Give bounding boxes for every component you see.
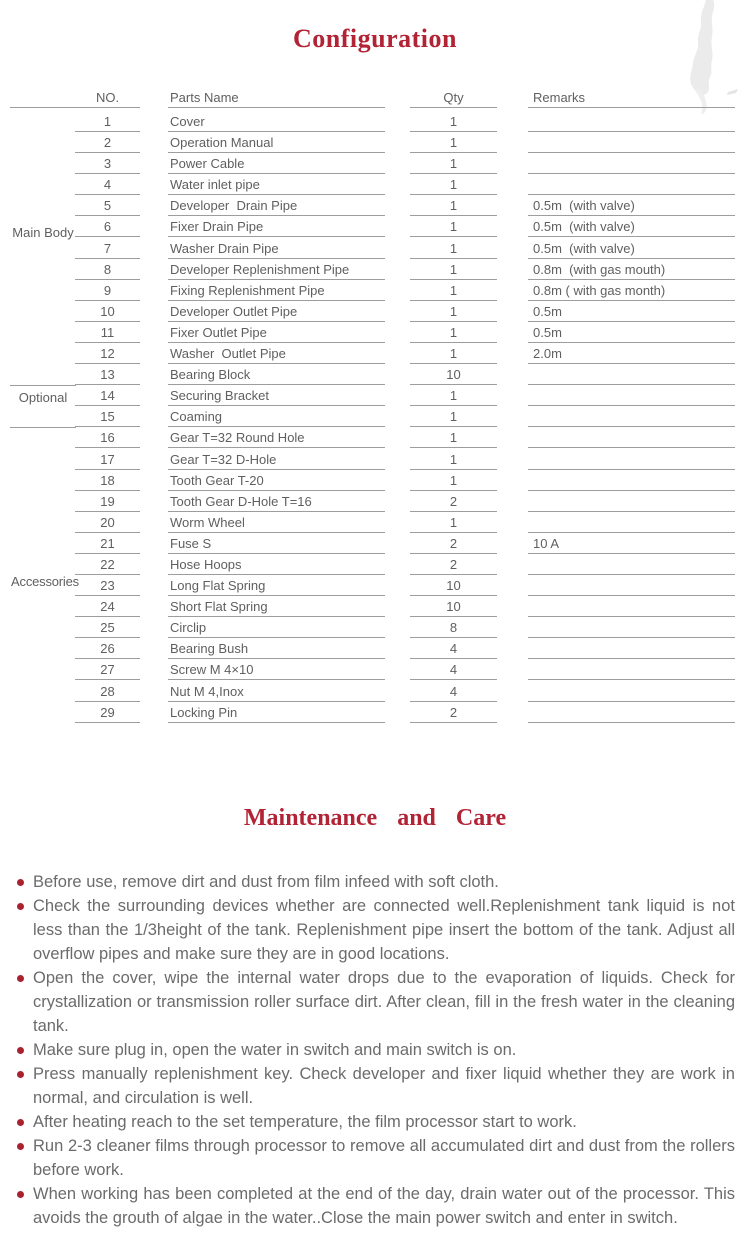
cell-qty: 2 (410, 533, 497, 554)
table-row (0, 364, 750, 385)
cell-qty: 1 (410, 195, 497, 216)
cell-remarks (528, 153, 735, 174)
cell-no: 3 (75, 153, 140, 174)
maintenance-bullet: Open the cover, wipe the internal water drops due to the evaporation of liquids. Check for crystallization or transmission roller surface dirt. After clean, fill in the fresh water in the cleaning tank. (16, 966, 735, 1038)
cell-parts-name: Locking Pin (168, 702, 385, 723)
table-row (0, 448, 750, 469)
configuration-title: Configuration (293, 24, 457, 53)
table-row (0, 596, 750, 617)
table-row (0, 406, 750, 427)
maintenance-bullet: Before use, remove dirt and dust from film infeed with soft cloth. (16, 870, 735, 894)
cell-parts-name: Circlip (168, 617, 385, 638)
table-row (0, 108, 750, 132)
cell-no: 18 (75, 470, 140, 491)
cell-qty: 2 (410, 491, 497, 512)
cell-qty: 4 (410, 680, 497, 701)
cell-no: 5 (75, 195, 140, 216)
cell-qty: 10 (410, 596, 497, 617)
cell-qty: 1 (410, 132, 497, 153)
cell-remarks: 0.5m (with valve) (528, 195, 735, 216)
table-row (0, 195, 750, 216)
cell-parts-name: Developer Replenishment Pipe (168, 259, 385, 280)
header-no: NO. (10, 87, 140, 108)
cell-qty: 1 (410, 153, 497, 174)
cell-parts-name: Fixing Replenishment Pipe (168, 280, 385, 301)
table-row (0, 237, 750, 258)
cell-remarks (528, 364, 735, 385)
table-header-row (0, 87, 750, 108)
cell-no: 9 (75, 280, 140, 301)
cell-no: 19 (75, 491, 140, 512)
cell-remarks (528, 385, 735, 406)
header-qty: Qty (410, 87, 497, 108)
cell-parts-name: Short Flat Spring (168, 596, 385, 617)
cell-parts-name: Fixer Outlet Pipe (168, 322, 385, 343)
cell-qty: 1 (410, 470, 497, 491)
maintenance-title: Maintenance and Care (243, 805, 507, 831)
maintenance-bullet: Press manually replenishment key. Check developer and fixer liquid whether they are work in normal, and circulation is well. (16, 1062, 735, 1110)
cell-remarks (528, 448, 735, 469)
cell-remarks: 0.5m (with valve) (528, 237, 735, 258)
cell-remarks (528, 427, 735, 448)
cell-qty: 1 (410, 259, 497, 280)
table-row (0, 554, 750, 575)
cell-parts-name: Washer Drain Pipe (168, 237, 385, 258)
cell-parts-name: Gear T=32 Round Hole (168, 427, 385, 448)
cell-qty: 1 (410, 427, 497, 448)
maintenance-bullet-list (16, 870, 735, 1230)
cell-no: 13 (75, 364, 140, 385)
group-label-main-body: Main Body (12, 225, 74, 240)
cell-no: 14 (75, 385, 140, 406)
cell-remarks (528, 491, 735, 512)
cell-parts-name: Developer Outlet Pipe (168, 301, 385, 322)
cell-remarks (528, 659, 735, 680)
table-row (0, 512, 750, 533)
maintenance-bullet: Check the surrounding devices whether are connected well.Replenishment tank liquid is not less than the 1/3height of the tank. Replenishment pipe insert the bottom of the tank. Adjust all overflow pipes and make sure they are in good locations. (16, 894, 735, 966)
cell-qty: 2 (410, 702, 497, 723)
cell-qty: 4 (410, 638, 497, 659)
maintenance-bullet: Make sure plug in, open the water in switch and main switch is on. (16, 1038, 735, 1062)
cell-no: 6 (75, 216, 140, 237)
cell-no: 24 (75, 596, 140, 617)
cell-remarks: 0.8m ( with gas month) (528, 280, 735, 301)
table-row (0, 659, 750, 680)
cell-no: 28 (75, 680, 140, 701)
table-row (0, 259, 750, 280)
cell-parts-name: Long Flat Spring (168, 575, 385, 596)
cell-qty: 1 (410, 343, 497, 364)
cell-no: 7 (75, 237, 140, 258)
table-row (0, 280, 750, 301)
cell-parts-name: Water inlet pipe (168, 174, 385, 195)
cell-no: 12 (75, 343, 140, 364)
cell-remarks: 0.8m (with gas mouth) (528, 259, 735, 280)
cell-qty: 1 (410, 322, 497, 343)
cell-parts-name: Tooth Gear T-20 (168, 470, 385, 491)
cell-remarks (528, 470, 735, 491)
cell-remarks (528, 596, 735, 617)
cell-parts-name: Power Cable (168, 153, 385, 174)
cell-remarks (528, 174, 735, 195)
cell-remarks (528, 702, 735, 723)
cell-parts-name: Washer Outlet Pipe (168, 343, 385, 364)
group-separator-line (10, 427, 76, 428)
cell-no: 29 (75, 702, 140, 723)
cell-parts-name: Fixer Drain Pipe (168, 216, 385, 237)
table-row (0, 301, 750, 322)
group-separator-line (10, 385, 76, 386)
group-label-accessories: Accessories (11, 574, 79, 589)
cell-no: 8 (75, 259, 140, 280)
cell-remarks (528, 680, 735, 701)
parts-table (0, 87, 750, 723)
table-row (0, 322, 750, 343)
cell-no: 20 (75, 512, 140, 533)
cell-remarks (528, 554, 735, 575)
cell-remarks (528, 638, 735, 659)
cell-remarks (528, 406, 735, 427)
table-row (0, 702, 750, 723)
cell-no: 1 (75, 108, 140, 132)
cell-no: 15 (75, 406, 140, 427)
cell-remarks (528, 575, 735, 596)
cell-qty: 2 (410, 554, 497, 575)
cell-qty: 1 (410, 216, 497, 237)
cell-remarks: 10 A (528, 533, 735, 554)
cell-parts-name: Tooth Gear D-Hole T=16 (168, 491, 385, 512)
cell-qty: 1 (410, 301, 497, 322)
cell-no: 23 (75, 575, 140, 596)
cell-parts-name: Gear T=32 D-Hole (168, 448, 385, 469)
cell-parts-name: Operation Manual (168, 132, 385, 153)
cell-parts-name: Developer Drain Pipe (168, 195, 385, 216)
cell-no: 27 (75, 659, 140, 680)
table-row (0, 174, 750, 195)
cell-qty: 10 (410, 575, 497, 596)
cell-parts-name: Bearing Block (168, 364, 385, 385)
cell-qty: 1 (410, 406, 497, 427)
cell-remarks (528, 132, 735, 153)
cell-parts-name: Coaming (168, 406, 385, 427)
header-remarks: Remarks (528, 87, 735, 108)
table-row (0, 343, 750, 364)
group-label-optional: Optional (18, 390, 68, 405)
cell-no: 25 (75, 617, 140, 638)
table-row (0, 680, 750, 701)
header-parts-name: Parts Name (168, 87, 385, 108)
cell-no: 21 (75, 533, 140, 554)
cell-remarks (528, 512, 735, 533)
cell-no: 11 (75, 322, 140, 343)
cell-no: 17 (75, 448, 140, 469)
cell-remarks (528, 617, 735, 638)
cell-parts-name: Screw M 4×10 (168, 659, 385, 680)
cell-parts-name: Nut M 4,Inox (168, 680, 385, 701)
cell-parts-name: Fuse S (168, 533, 385, 554)
cell-remarks: 0.5m (528, 322, 735, 343)
cell-parts-name: Cover (168, 108, 385, 132)
cell-parts-name: Securing Bracket (168, 385, 385, 406)
table-row (0, 533, 750, 554)
maintenance-bullet: After heating reach to the set temperature, the film processor start to work. (16, 1110, 735, 1134)
cell-no: 16 (75, 427, 140, 448)
cell-remarks: 2.0m (528, 343, 735, 364)
cell-remarks: 0.5m (528, 301, 735, 322)
cell-qty: 1 (410, 512, 497, 533)
cell-qty: 4 (410, 659, 497, 680)
cell-no: 10 (75, 301, 140, 322)
cell-remarks (528, 108, 735, 132)
cell-qty: 1 (410, 108, 497, 132)
cell-no: 4 (75, 174, 140, 195)
cell-qty: 1 (410, 448, 497, 469)
cell-parts-name: Worm Wheel (168, 512, 385, 533)
cell-no: 22 (75, 554, 140, 575)
table-row (0, 575, 750, 596)
cell-qty: 1 (410, 174, 497, 195)
table-row (0, 491, 750, 512)
cell-parts-name: Bearing Bush (168, 638, 385, 659)
cell-no: 2 (75, 132, 140, 153)
cell-qty: 1 (410, 385, 497, 406)
table-row (0, 132, 750, 153)
cell-qty: 1 (410, 280, 497, 301)
cell-no: 26 (75, 638, 140, 659)
cell-qty: 10 (410, 364, 497, 385)
table-row (0, 216, 750, 237)
table-row (0, 385, 750, 406)
maintenance-bullet: When working has been completed at the end of the day, drain water out of the processor. This avoids the grouth of algae in the water..Close the main power switch and enter in switch. (16, 1182, 735, 1230)
cell-parts-name: Hose Hoops (168, 554, 385, 575)
table-row (0, 427, 750, 448)
maintenance-bullet: Run 2-3 cleaner films through processor to remove all accumulated dirt and dust from the rollers before work. (16, 1134, 735, 1182)
table-row (0, 638, 750, 659)
table-row (0, 153, 750, 174)
cell-qty: 1 (410, 237, 497, 258)
cell-remarks: 0.5m (with valve) (528, 216, 735, 237)
table-row (0, 617, 750, 638)
table-row (0, 470, 750, 491)
cell-qty: 8 (410, 617, 497, 638)
